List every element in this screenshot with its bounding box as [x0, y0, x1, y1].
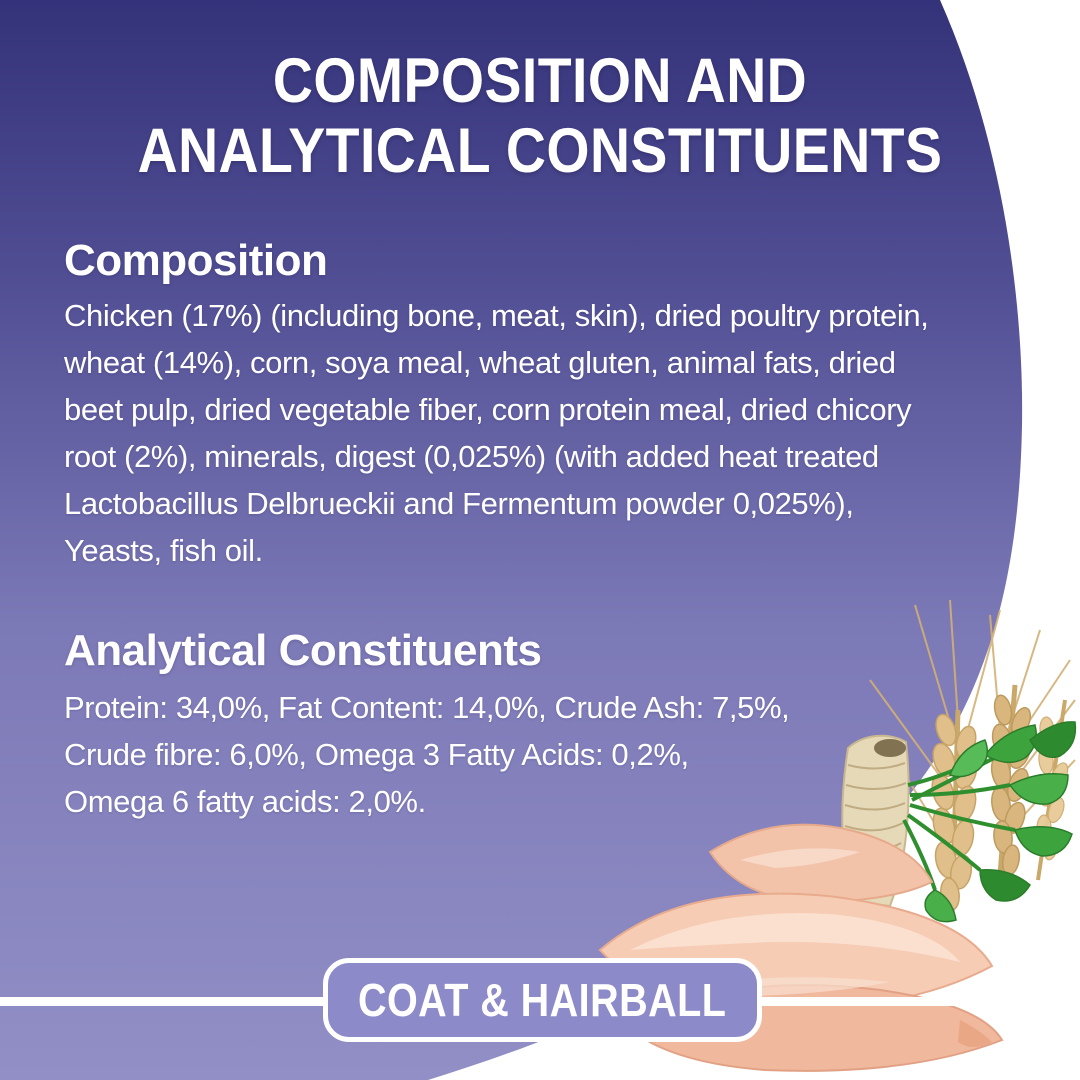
badge-label: COAT & HAIRBALL	[358, 974, 727, 1026]
text-line: Lactobacillus Delbrueckii and Fermentum powder 0,025%),	[64, 486, 854, 521]
title-line-2: ANALYTICAL CONSTITUENTS	[137, 116, 943, 186]
text-line: Chicken (17%) (including bone, meat, skin), dried poultry protein,	[64, 298, 929, 333]
title-line-1: COMPOSITION AND	[272, 46, 808, 116]
text-line: wheat (14%), corn, soya meal, wheat gluten, animal fats, dried	[64, 345, 896, 380]
page-title	[65, 46, 1015, 186]
text-line: Protein: 34,0%, Fat Content: 14,0%, Crude Ash: 7,5%,	[64, 690, 790, 725]
text-line: Yeasts, fish oil.	[64, 533, 263, 568]
composition-text	[64, 292, 1024, 574]
text-line: beet pulp, dried vegetable fiber, corn protein meal, dried chicory	[64, 392, 912, 427]
text-line: root (2%), minerals, digest (0,025%) (with added heat treated	[64, 439, 879, 474]
coat-hairball-badge	[323, 958, 762, 1042]
text-line: Crude fibre: 6,0%, Omega 3 Fatty Acids: 0,2%,	[64, 737, 689, 772]
text-line: Omega 6 fatty acids: 2,0%.	[64, 784, 426, 819]
analytical-heading: Analytical Constituents	[64, 626, 542, 675]
composition-heading: Composition	[64, 236, 328, 285]
